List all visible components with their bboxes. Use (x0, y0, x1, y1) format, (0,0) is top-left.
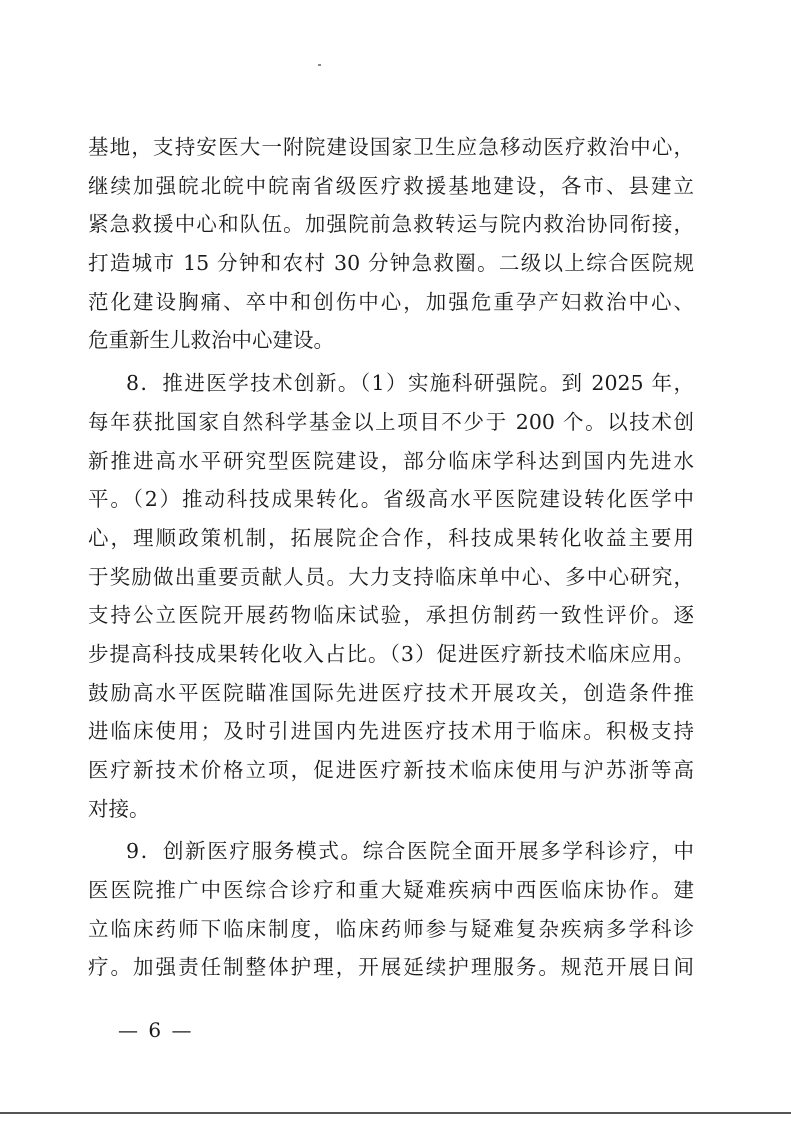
text-line: 医医院推广中医综合诊疗和重大疑难疾病中西医临床协作。建 (88, 878, 694, 903)
scan-edge-line (0, 1112, 791, 1114)
text-line: 进临床使用；及时引进国内先进医疗技术用于临床。积极支持 (88, 719, 694, 744)
text-line: 支持公立医院开展药物临床试验，承担仿制药一致性评价。逐 (88, 603, 694, 628)
body-text (88, 128, 694, 987)
text-line: 继续加强皖北皖中皖南省级医疗救援基地建设，各市、县建立 (88, 173, 694, 198)
text-line: 新推进高水平研究型医院建设，部分临床学科达到国内先进水 (88, 448, 694, 473)
paragraph-8-first-line: 8．推进医学技术创新。（1）实施科研强院。到 2025 年， (126, 371, 694, 396)
text-line: 紧急救援中心和队伍。加强院前急救转运与院内救治协同衔接， (88, 212, 694, 237)
text-line: 每年获批国家自然科学基金以上项目不少于 200 个。以技术创 (88, 409, 694, 434)
text-line: 于奖励做出重要贡献人员。大力支持临床单中心、多中心研究， (88, 564, 694, 589)
text-line: 立临床药师下临床制度，临床药师参与疑难复杂疾病多学科诊 (88, 916, 694, 941)
text-line: 打造城市 15 分钟和农村 30 分钟急救圈。二级以上综合医院规 (88, 251, 694, 276)
scan-speck (318, 64, 321, 66)
text-line: 医疗新技术价格立项，促进医疗新技术临床使用与沪苏浙等高 (88, 758, 694, 782)
text-line: 疗。加强责任制整体护理，开展延续护理服务。规范开展日间 (88, 955, 694, 980)
text-line: 对接。 (88, 796, 150, 821)
text-line: 心，理顺政策机制，拓展院企合作，科技成果转化收益主要用 (88, 525, 694, 550)
paragraph-9-first-line: 9．创新医疗服务模式。综合医院全面开展多学科诊疗，中 (126, 839, 694, 864)
text-line: 平。（2）推动科技成果转化。省级高水平医院建设转化医学中 (88, 487, 694, 512)
page-number: — 6 — (118, 1018, 194, 1042)
text-line: 步提高科技成果转化收入占比。（3）促进医疗新技术临床应用。 (88, 641, 694, 666)
text-line: 范化建设胸痛、卒中和创伤中心，加强危重孕产妇救治中心、 (88, 289, 694, 314)
text-line: 鼓励高水平医院瞄准国际先进医疗技术开展攻关，创造条件推 (88, 680, 694, 705)
text-line: 危重新生儿救治中心建设。 (88, 328, 334, 353)
text-line: 基地，支持安医大一附院建设国家卫生应急移动医疗救治中心， (88, 135, 694, 159)
